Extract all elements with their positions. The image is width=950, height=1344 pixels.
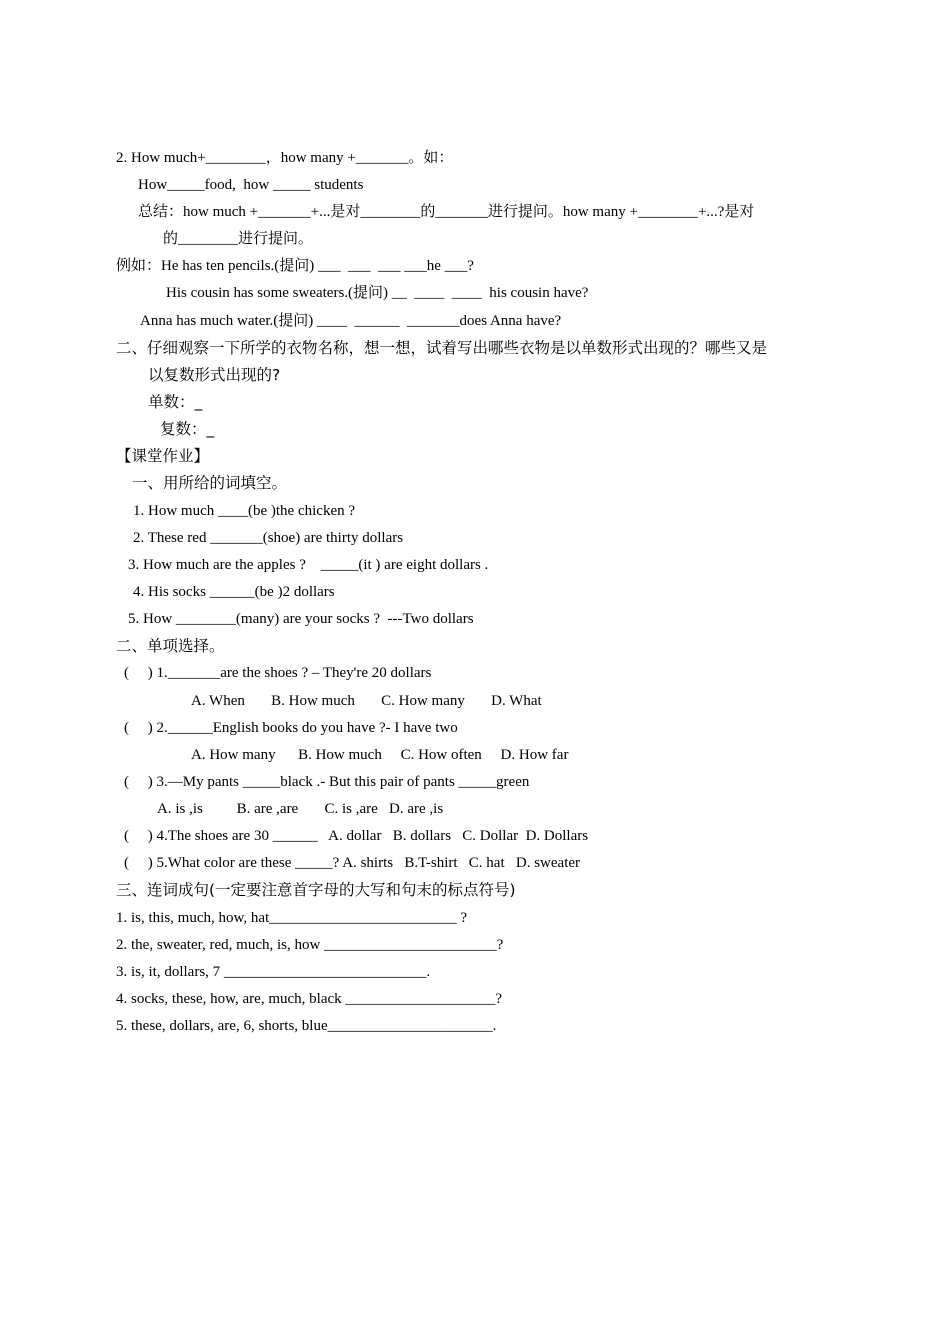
- part2-question-5: ( ) 5.What color are these _____? A. shirts B.T-shirt C. hat D. sweater: [124, 855, 581, 871]
- part1-item-3: 3. How much are the apples ? _____(it ) are eight dollars .: [128, 557, 489, 573]
- part2-options-1: A. When B. How much C. How many D. What: [191, 693, 542, 709]
- part2-question-4: ( ) 4.The shoes are 30 ______ A. dollar B. dollars C. Dollar D. Dollars: [124, 828, 589, 844]
- grammar-example-1: 例如：He has ten pencils.(提问) ___ ___ ___ ___he ___?: [116, 258, 474, 274]
- section2-heading-line-1: 二、仔细观察一下所学的衣物名称，想一想，试着写出哪些衣物是以单数形式出现的？哪些又是: [116, 339, 768, 357]
- part2-question-3: ( ) 3.—My pants _____black .- But this pair of pants _____green: [124, 774, 530, 790]
- part2-heading: 二、单项选择。: [116, 637, 225, 655]
- part3-item-3: 3. is, it, dollars, 7 ___________________________.: [116, 964, 431, 980]
- grammar-example-2: His cousin has some sweaters.(提问) __ ____ ____ his cousin have?: [166, 285, 589, 301]
- grammar-example-line: How_____food, how _____ students: [138, 177, 364, 193]
- part2-options-3: A. is ,is B. are ,are C. is ,are D. are ,is: [157, 801, 444, 817]
- plural-label: 复数：_: [160, 420, 215, 438]
- part2-question-2: ( ) 2.______English books do you have ?- I have two: [124, 720, 458, 736]
- part3-item-5: 5. these, dollars, are, 6, shorts, blue______________________.: [116, 1018, 497, 1034]
- part1-item-5: 5. How ________(many) are your socks ? ---Two dollars: [128, 611, 474, 627]
- part3-item-4: 4. socks, these, how, are, much, black ____________________?: [116, 991, 503, 1007]
- homework-title: 【课堂作业】: [116, 447, 210, 465]
- part1-item-4: 4. His socks ______(be )2 dollars: [133, 584, 335, 600]
- part1-heading: 一、用所给的词填空。: [132, 474, 288, 492]
- part3-heading: 三、连词成句(一定要注意首字母的大写和句末的标点符号): [116, 881, 516, 899]
- part2-question-1: ( ) 1._______are the shoes ? – They're 20 dollars: [124, 665, 432, 681]
- section2-heading-line-2: 以复数形式出现的?: [148, 366, 281, 384]
- grammar-example-3: Anna has much water.(提问) ____ ______ _______does Anna have?: [140, 313, 562, 329]
- part1-item-1: 1. How much ____(be )the chicken ?: [133, 503, 356, 519]
- singular-label: 单数：_: [148, 393, 203, 411]
- part3-item-2: 2. the, sweater, red, much, is, how _______________________?: [116, 937, 504, 953]
- grammar-rule-line: 2. How much+________，how many +_______。如：: [116, 150, 454, 166]
- grammar-summary-line-2: 的________进行提问。: [163, 231, 314, 247]
- part1-item-2: 2. These red _______(shoe) are thirty dollars: [133, 530, 404, 546]
- grammar-summary-line-1: 总结：how much +_______+...是对________的_______进行提问。how many +________+...?是对: [138, 204, 755, 220]
- part2-options-2: A. How many B. How much C. How often D. How far: [191, 747, 569, 763]
- part3-item-1: 1. is, this, much, how, hat_________________________ ?: [116, 910, 468, 926]
